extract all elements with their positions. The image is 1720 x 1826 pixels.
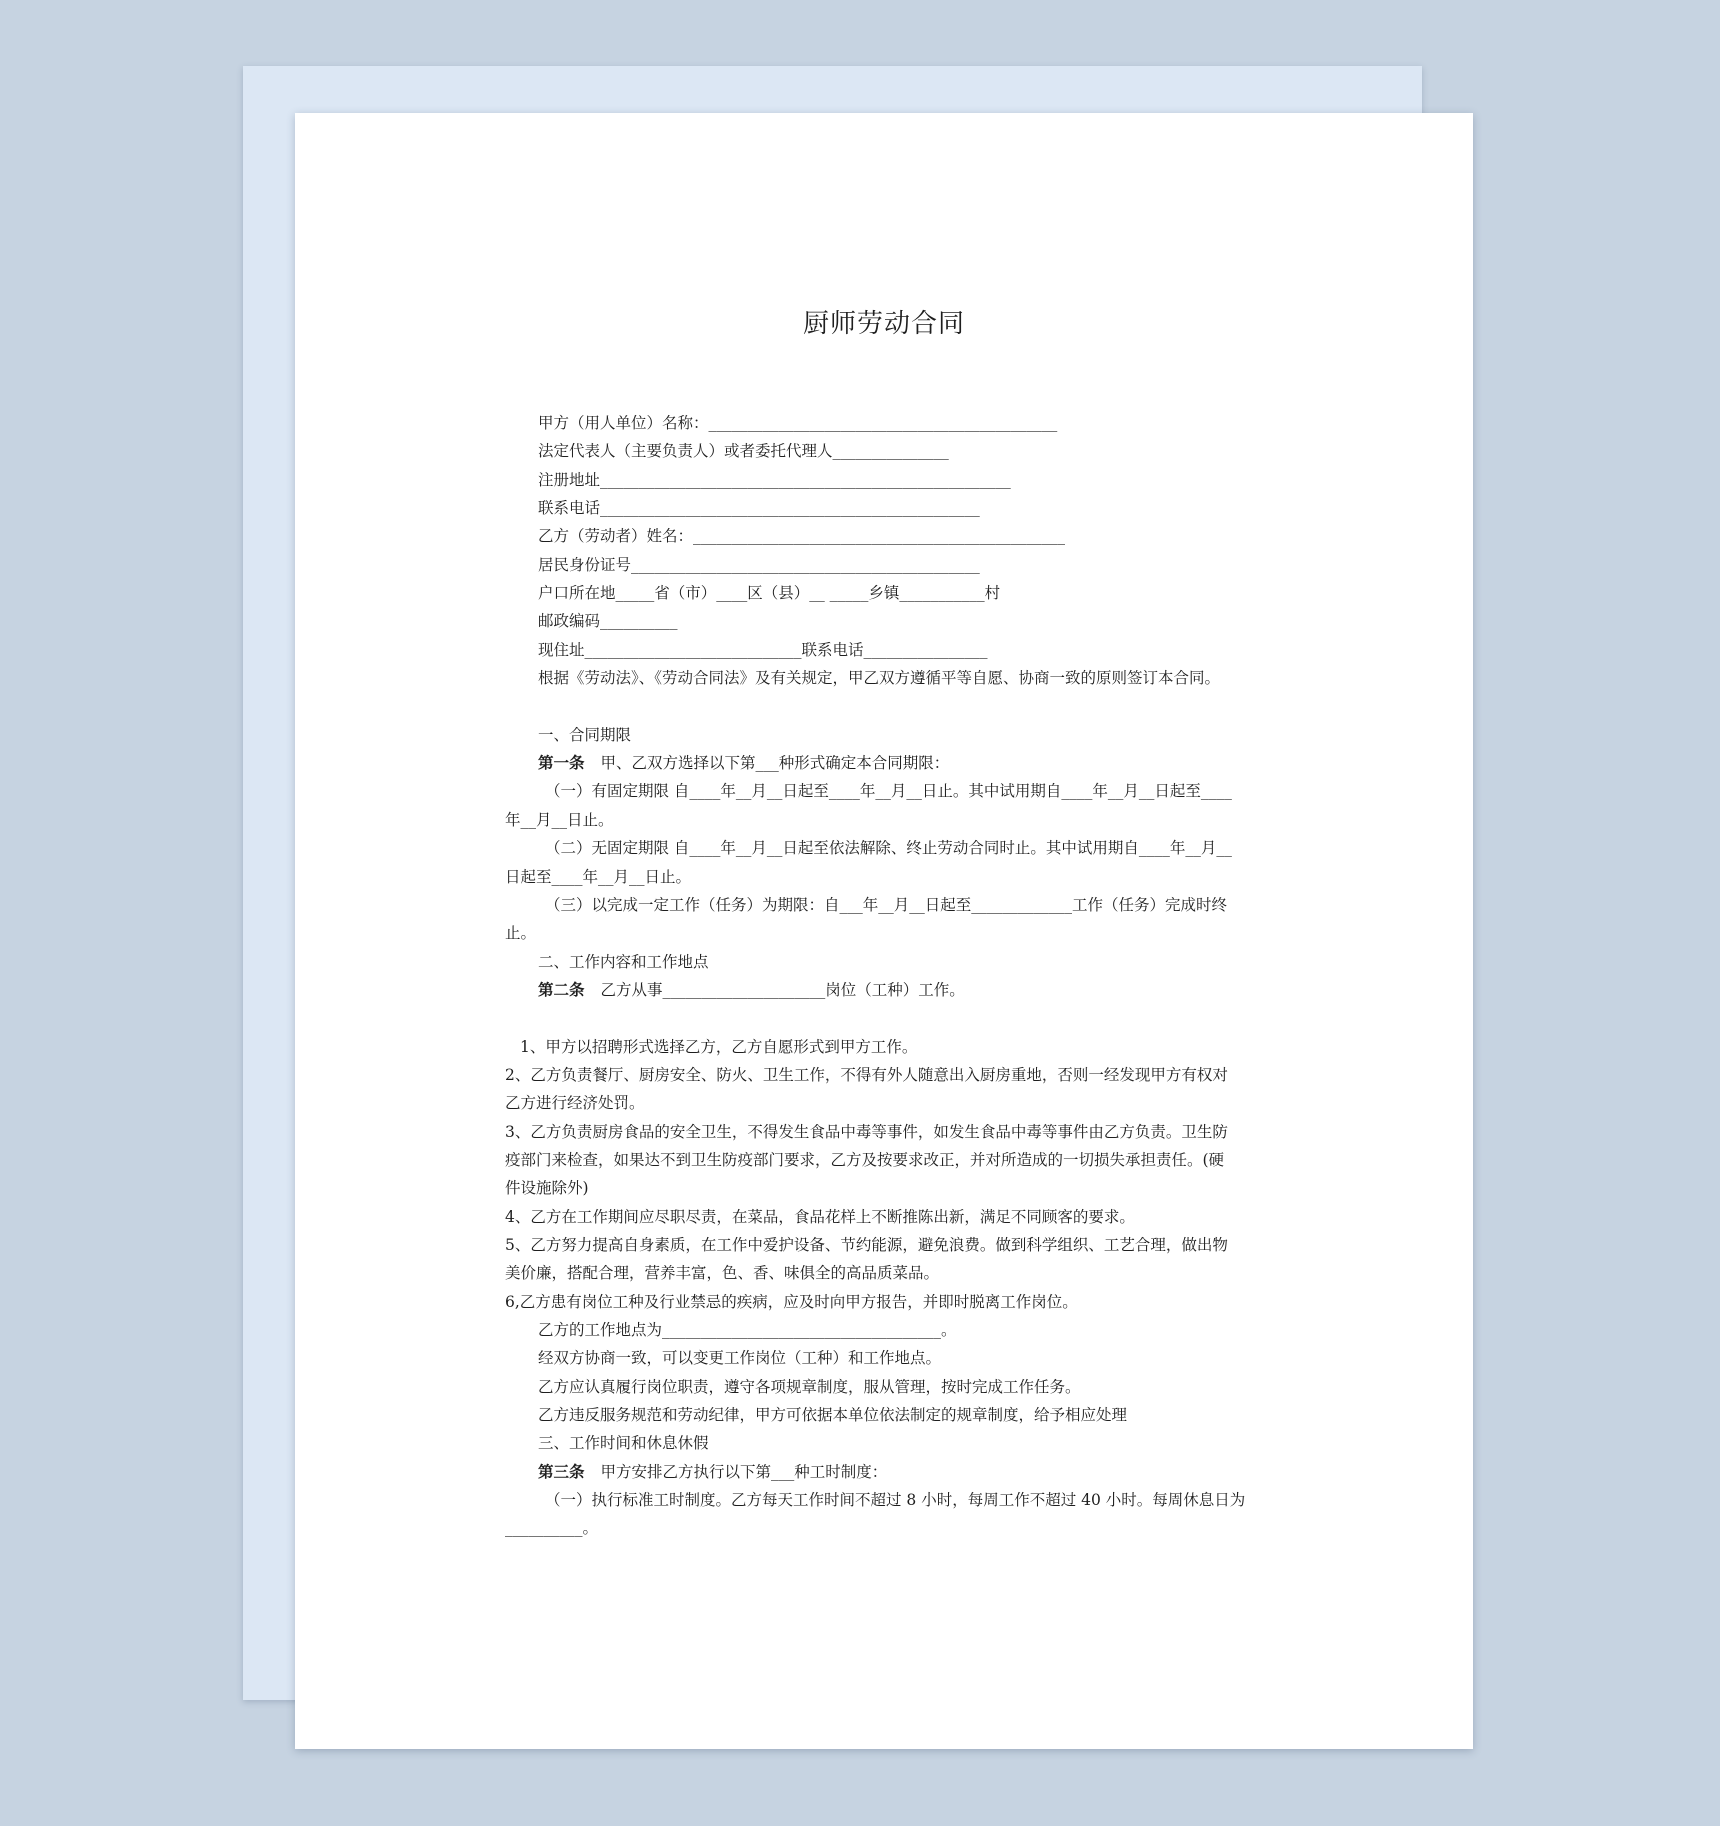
line-text: 3、乙方负责厨房食品的安全卫生，不得发生食品中毒等事件，如发生食品中毒等事件由乙方负责。卫生防 xyxy=(505,1122,1228,1141)
line-text: 一、合同期限 xyxy=(538,725,632,744)
line-text: 甲方安排乙方执行以下第___种工时制度： xyxy=(600,1462,888,1481)
line-text: 2、乙方负责餐厅、厨房安全、防火、卫生工作，不得有外人随意出入厨房重地，否则一经发现甲方有权对 xyxy=(505,1065,1228,1084)
text-line xyxy=(505,522,1261,550)
line-text: 件设施除外) xyxy=(505,1179,589,1198)
line-text: 乙方（劳动者）姓名：________________________________________________ xyxy=(538,527,1066,546)
line-text: （三）以完成一定工作（任务）为期限：自___年__月__日起至_____________工作（任务）完成时终 xyxy=(545,895,1228,914)
line-text: 乙方应认真履行岗位职责，遵守各项规章制度，服从管理，按时完成工作任务。 xyxy=(538,1377,1081,1396)
text-line xyxy=(505,948,1261,976)
text-line xyxy=(505,1203,1261,1231)
line-text: （一）执行标准工时制度。乙方每天工作时间不超过 8 小时，每周工作不超过 40 小时。每周休息日为 xyxy=(545,1491,1246,1510)
text-line xyxy=(505,777,1261,805)
text-line xyxy=(505,1231,1261,1259)
line-text: 三、工作时间和休息休假 xyxy=(538,1434,709,1453)
line-text: 经双方协商一致，可以变更工作岗位（工种）和工作地点。 xyxy=(538,1349,942,1368)
text-line xyxy=(505,919,1261,947)
text-line xyxy=(505,1458,1261,1486)
text-line xyxy=(505,1033,1261,1061)
line-text: 止。 xyxy=(505,924,537,943)
line-text: （一）有固定期限 自____年__月__日起至____年__月__日止。其中试用期自____年__月__日起至____ xyxy=(545,782,1232,801)
line-text: 二、工作内容和工作地点 xyxy=(538,952,709,971)
text-line xyxy=(505,863,1261,891)
line-text: 6,乙方患有岗位工种及行业禁忌的疾病，应及时向甲方报告，并即时脱离工作岗位。 xyxy=(505,1292,1078,1311)
line-text: __________。 xyxy=(505,1519,599,1538)
text-line xyxy=(505,1316,1261,1344)
text-line xyxy=(505,607,1261,635)
text-line xyxy=(505,749,1261,777)
line-text: 1、甲方以招聘形式选择乙方，乙方自愿形式到甲方工作。 xyxy=(520,1037,918,1056)
line-text: 乙方违反服务规范和劳动纪律，甲方可依据本单位依法制定的规章制度，给予相应处理 xyxy=(538,1406,1128,1425)
line-text: 甲方（用人单位）名称：_____________________________________________ xyxy=(538,414,1058,432)
line-text: 居民身份证号_____________________________________________ xyxy=(538,555,980,574)
line-text: 日起至____年__月__日止。 xyxy=(505,867,692,886)
text-line xyxy=(505,494,1261,522)
line-text: 年__月__日止。 xyxy=(505,810,614,829)
line-text: 注册地址_____________________________________________________ xyxy=(538,470,1011,489)
line-text: 5、乙方努力提高自身素质，在工作中爱护设备、节约能源，避免浪费。做到科学组织、工艺合理，做出物 xyxy=(505,1235,1228,1254)
line-text: 乙方进行经济处罚。 xyxy=(505,1094,645,1113)
line-text: （二）无固定期限 自____年__月__日起至依法解除、终止劳动合同时止。其中试用期自____年__月__ xyxy=(545,839,1232,858)
text-line xyxy=(505,891,1261,919)
text-line xyxy=(505,437,1261,465)
text-line xyxy=(505,721,1261,749)
text-line xyxy=(505,466,1261,494)
text-line xyxy=(505,636,1261,664)
text-line xyxy=(505,1429,1261,1457)
line-text: 户口所在地_____省（市）____区（县）__ _____乡镇___________村 xyxy=(538,584,1001,603)
line-text: 疫部门来检查，如果达不到卫生防疫部门要求，乙方及按要求改正，并对所造成的一切损失承担责任。(硬 xyxy=(505,1150,1225,1169)
text-line xyxy=(505,1373,1261,1401)
text-line xyxy=(505,976,1261,1004)
blank-line xyxy=(505,1004,1261,1032)
line-text: 美价廉，搭配合理，营养丰富，色、香、味俱全的高品质菜品。 xyxy=(505,1264,940,1283)
line-text: 联系电话_________________________________________________ xyxy=(538,499,980,518)
line-text: 现住址____________________________联系电话________________ xyxy=(538,640,988,659)
text-line xyxy=(505,834,1261,862)
document-body xyxy=(505,409,1261,1543)
document-title: 厨师劳动合同 xyxy=(802,309,965,339)
text-line xyxy=(505,1089,1261,1117)
text-line xyxy=(505,1259,1261,1287)
text-line xyxy=(505,1288,1261,1316)
line-text: 4、乙方在工作期间应尽职尽责，在菜品，食品花样上不断推陈出新，满足不同顾客的要求。 xyxy=(505,1207,1135,1226)
article-number: 第一条 xyxy=(538,753,585,773)
line-text: 根据《劳动法》、《劳动合同法》及有关规定，甲乙双方遵循平等自愿、协商一致的原则签订本合同。 xyxy=(538,669,1221,688)
text-line xyxy=(505,1061,1261,1089)
text-line xyxy=(505,1486,1261,1514)
line-text: 法定代表人（主要负责人）或者委托代理人_______________ xyxy=(538,442,949,461)
blank-line xyxy=(505,692,1261,720)
line-text: 甲、乙双方选择以下第___种形式确定本合同期限： xyxy=(600,754,950,773)
article-number: 第二条 xyxy=(538,979,585,999)
text-line xyxy=(505,409,1261,437)
text-line xyxy=(505,551,1261,579)
line-text: 乙方从事_____________________岗位（工种）工作。 xyxy=(600,980,965,999)
text-line xyxy=(505,806,1261,834)
line-text: 邮政编码__________ xyxy=(538,612,678,631)
text-line xyxy=(505,579,1261,607)
line-text: 乙方的工作地点为____________________________________。 xyxy=(538,1321,957,1339)
text-line xyxy=(505,1118,1261,1146)
text-line xyxy=(505,1514,1261,1542)
text-line xyxy=(505,1401,1261,1429)
text-line xyxy=(505,1146,1261,1174)
document-page xyxy=(295,113,1473,1749)
text-line xyxy=(505,1344,1261,1372)
text-line xyxy=(505,664,1261,692)
text-line xyxy=(505,1174,1261,1202)
article-number: 第三条 xyxy=(538,1461,585,1481)
